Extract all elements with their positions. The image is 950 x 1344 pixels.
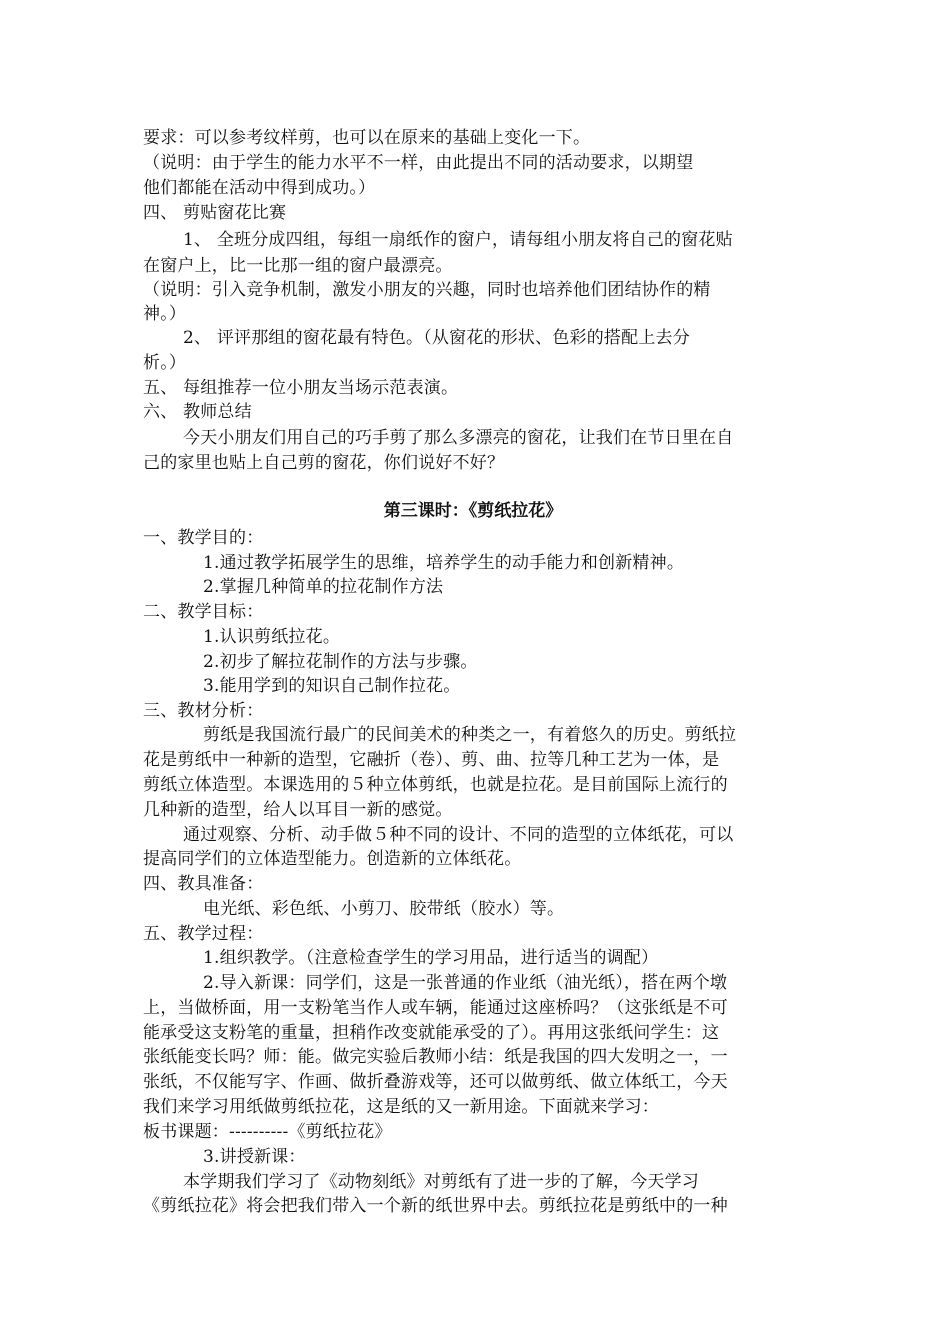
text-line: （说明：引入竞争机制，激发小朋友的兴趣，同时也培养他们团结协作的精 (143, 280, 711, 300)
text-line: 《剪纸拉花》将会把我们带入一个新的纸世界中去。剪纸拉花是剪纸中的一种 (143, 1196, 728, 1216)
text-line: 2.掌握几种简单的拉花制作方法 (203, 577, 444, 597)
text-line: 1.通过教学拓展学生的思维，培养学生的动手能力和创新精神。 (203, 553, 685, 573)
section-title: 第三课时：《剪纸拉花》 (383, 501, 563, 521)
text-line: 一、教学目的： (143, 528, 264, 548)
text-line: 四、 剪贴窗花比赛 (143, 203, 287, 223)
text-line: 六、 教师总结 (143, 402, 252, 422)
text-line: 二、教学目标： (143, 602, 264, 622)
text-line: 2.导入新课：同学们，这是一张普通的作业纸（油光纸），搭在两个墩 (203, 973, 728, 993)
text-line: 他们都能在活动中得到成功。） (143, 178, 376, 198)
text-line: 本学期我们学习了《动物刻纸》对剪纸有了进一步的了解，今天学习 (183, 1172, 699, 1192)
text-line: 析。） (143, 353, 187, 373)
text-line: 3.能用学到的知识自己制作拉花。 (203, 676, 461, 696)
text-line: 我们来学习用纸做剪纸拉花，这是纸的又一新用途。下面就来学习： (143, 1097, 659, 1117)
text-line: 电光纸、彩色纸、小剪刀、胶带纸（胶水）等。 (203, 899, 565, 919)
text-line: （说明：由于学生的能力水平不一样，由此提出不同的活动要求，以期望 (143, 153, 694, 173)
text-line: 板书课题：----------《剪纸拉花》 (143, 1122, 392, 1142)
text-line: 剪纸是我国流行最广的民间美术的种类之一，有着悠久的历史。剪纸拉 (203, 725, 737, 745)
text-line: 张纸能变长吗？师：能。做完实验后教师小结：纸是我国的四大发明之一，一 (143, 1047, 728, 1067)
text-line: 三、教材分析： (143, 701, 264, 721)
text-line: 几种新的造型，给人以耳目一新的感觉。 (143, 800, 453, 820)
text-line: 五、 每组推荐一位小朋友当场示范表演。 (143, 378, 459, 398)
text-line: 1.组织教学。（注意检查学生的学习用品，进行适当的调配） (203, 948, 659, 968)
text-line: 张纸，不仅能写字、作画、做折叠游戏等，还可以做剪纸、做立体纸工，今天 (143, 1072, 728, 1092)
text-line: 1.认识剪纸拉花。 (203, 627, 341, 647)
text-line: 能承受这支粉笔的重量，担稍作改变就能承受的了）。再用这张纸问学生：这 (143, 1023, 720, 1043)
text-line: 2、 评评那组的窗花最有特色。（从窗花的形状、色彩的搭配上去分 (183, 328, 690, 348)
text-line: 今天小朋友们用自己的巧手剪了那么多漂亮的窗花，让我们在节日里在自 (183, 428, 734, 448)
text-line: 3.讲授新课： (203, 1147, 306, 1167)
text-line: 四、教具准备： (143, 874, 264, 894)
text-line: 神。） (143, 304, 187, 324)
text-line: 2.初步了解拉花制作的方法与步骤。 (203, 652, 478, 672)
text-line: 五、教学过程： (143, 924, 264, 944)
text-line: 通过观察、分析、动手做５种不同的设计、不同的造型的立体纸花，可以 (183, 825, 734, 845)
text-line: 在窗户上，比一比那一组的窗户最漂亮。 (143, 256, 453, 276)
text-line: 己的家里也贴上自己剪的窗花，你们说好不好？ (143, 453, 505, 473)
text-line: 1、 全班分成四组，每组一扇纸作的窗户，请每组小朋友将自己的窗花贴 (183, 230, 733, 250)
text-line: 剪纸立体造型。本课选用的５种立体剪纸，也就是拉花。是目前国际上流行的 (143, 775, 728, 795)
text-line: 提高同学们的立体造型能力。创造新的立体纸花。 (143, 849, 522, 869)
text-line: 花是剪纸中一种新的造型，它融折（卷）、剪、曲、拉等几种工艺为一体，是 (143, 750, 720, 770)
text-line: 上，当做桥面，用一支粉笔当作人或车辆，能通过这座桥吗？（这张纸是不可 (143, 998, 728, 1018)
text-line: 要求：可以参考纹样剪，也可以在原来的基础上变化一下。 (143, 128, 591, 148)
